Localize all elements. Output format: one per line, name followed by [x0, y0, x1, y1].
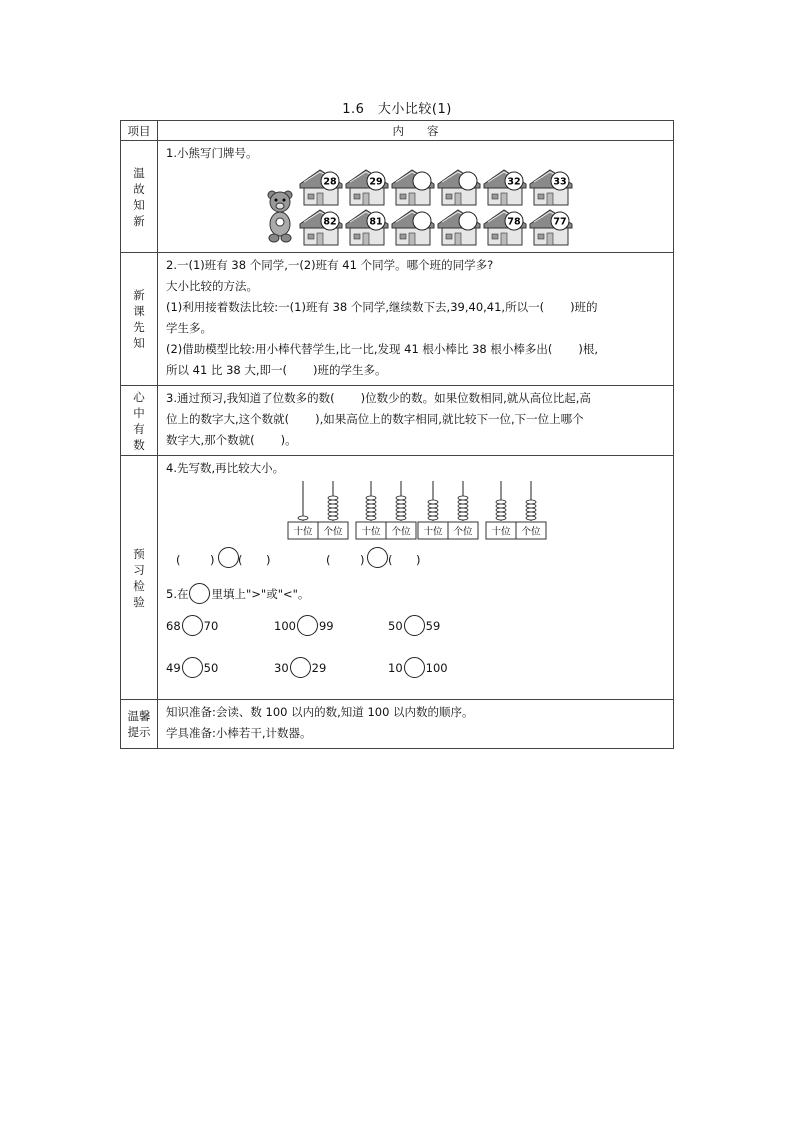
abacus-compare-row: ( ) ( ) ( ) ( ): [166, 547, 667, 577]
compare-pair: [388, 615, 440, 636]
abacus-bead: [428, 512, 438, 516]
house-icon: [436, 168, 482, 206]
abacus-bead: [328, 504, 338, 508]
abacus-bead: [496, 508, 506, 512]
abacus-bead: [396, 500, 406, 504]
compare-pair: [274, 615, 334, 636]
abacus-bead: [526, 504, 536, 508]
house-icon: [390, 208, 436, 246]
compare-row-2: [166, 647, 667, 689]
question-1: 1.小熊写门牌号。: [166, 146, 258, 160]
abacus-diagram: [166, 481, 666, 547]
lesson-table: [120, 120, 674, 749]
abacus-bead: [428, 500, 438, 504]
house-icon: [344, 208, 390, 246]
compare-circle[interactable]: [182, 615, 203, 636]
right-number: 59: [425, 619, 441, 633]
abacus-bead: [496, 512, 506, 516]
abacus-bead: [428, 504, 438, 508]
house-number: 29: [369, 176, 383, 188]
left-number: 50: [388, 619, 403, 633]
header-item: 项目: [121, 121, 158, 141]
section-summary: 心 中 有 数 3.通过预习,我知道了位数多的数( )位数少的数。如果位数相同,就从高位比起,高 位上的数字大,这个数就( ),如果高位上的数字相同,就比较下一位,下一位上哪个 数字大,那个数就( )。: [121, 386, 674, 456]
house-number: 77: [553, 216, 567, 228]
label-review: 温 故 知 新: [121, 141, 158, 253]
house-icon: [298, 168, 344, 206]
section-review: [121, 141, 674, 253]
abacus-bead: [396, 512, 406, 516]
abacus-bead: [328, 512, 338, 516]
method-1: (1)利用接着数法比较:一(1)班有 38 个同学,继续数下去,39,40,41,所以一( )班的: [166, 300, 598, 314]
house-number: 81: [369, 216, 383, 228]
abacus-bead: [458, 504, 468, 508]
abacus-unit: [486, 481, 546, 539]
abacus-bead: [458, 508, 468, 512]
abacus-bead: [458, 496, 468, 500]
abacus-bead: [428, 508, 438, 512]
place-value-label: 十位: [293, 526, 313, 538]
compare-circle[interactable]: [404, 657, 425, 678]
abacus-bead: [526, 500, 536, 504]
abacus-bead: [366, 516, 376, 520]
left-number: 100: [274, 619, 296, 633]
question-4: 4.先写数,再比较大小。: [166, 461, 285, 475]
abacus-bead: [396, 496, 406, 500]
compare-pair: [274, 657, 326, 678]
tip-tools: 学具准备:小棒若干,计数器。: [166, 726, 312, 740]
house-icon: [482, 168, 528, 206]
label-tips: 温馨 提示: [121, 700, 158, 749]
abacus-bead: [396, 508, 406, 512]
abacus-bead: [496, 516, 506, 520]
place-value-label: 个位: [391, 526, 411, 538]
place-value-label: 十位: [423, 526, 443, 538]
house-icon: [390, 168, 436, 206]
left-number: 10: [388, 661, 403, 675]
abacus-bead: [366, 504, 376, 508]
right-number: 50: [203, 661, 219, 675]
place-value-label: 个位: [323, 526, 343, 538]
compare-circle[interactable]: [182, 657, 203, 678]
abacus-bead: [458, 500, 468, 504]
abacus-unit: [288, 481, 348, 539]
house-number: 28: [323, 176, 337, 188]
header-row: [121, 121, 674, 141]
abacus-unit: [356, 481, 416, 539]
right-number: 99: [318, 619, 334, 633]
method-2: (2)借助模型比较:用小棒代替学生,比一比,发现 41 根小棒比 38 根小棒多出( )根,: [166, 342, 599, 356]
label-summary: 心 中 有 数: [121, 386, 158, 456]
house-number: 78: [507, 216, 521, 228]
compare-pair: [166, 615, 218, 636]
abacus-figure: [166, 481, 667, 547]
abacus-bead: [366, 512, 376, 516]
compare-circle[interactable]: [404, 615, 425, 636]
place-value-label: 个位: [521, 526, 541, 538]
abacus-bead: [396, 516, 406, 520]
right-number: 100: [425, 661, 448, 675]
abacus-bead: [366, 496, 376, 500]
compare-circle[interactable]: [367, 547, 388, 568]
abacus-bead: [428, 516, 438, 520]
abacus-bead: [396, 504, 406, 508]
question-3: 3.通过预习,我知道了位数多的数( )位数少的数。如果位数相同,就从高位比起,高: [166, 391, 591, 405]
house-icon: [482, 208, 528, 246]
abacus-bead: [496, 500, 506, 504]
compare-circle[interactable]: [218, 547, 239, 568]
abacus-bead: [328, 516, 338, 520]
question-5: 5.在 里填上">"或"<"。: [166, 583, 667, 605]
house-number: 82: [323, 216, 337, 228]
tip-knowledge: 知识准备:会读、数 100 以内的数,知道 100 以内数的顺序。: [166, 705, 474, 719]
bear-icon: [266, 188, 294, 244]
page-title: 1.6 大小比较(1): [342, 102, 452, 117]
abacus-bead: [496, 504, 506, 508]
house-number: 33: [553, 176, 567, 188]
house-icon: [528, 168, 574, 206]
compare-circle[interactable]: [290, 657, 311, 678]
abacus-bead: [328, 500, 338, 504]
abacus-bead: [526, 508, 536, 512]
abacus-bead: [526, 512, 536, 516]
abacus-bead: [458, 516, 468, 520]
compare-pair: [388, 657, 448, 678]
house-number-figure: [166, 168, 667, 248]
circle-icon: [189, 583, 210, 604]
section-new-lesson: 新 课 先 知 2.一(1)班有 38 个同学,一(2)班有 41 个同学。哪个班的同学多? 大小比较的方法。 (1)利用接着数法比较:一(1)班有 38 个同学,继续数下去,39,40,41,所以一( )班的 学生多。 (2)借助模型比较:用小棒代替学生,比一比,发现 41 根小棒比 38 根小棒多出( )根, 所以 41 比 38 大,即一( )班的学生多。: [121, 253, 674, 386]
abacus-bead: [366, 500, 376, 504]
place-value-label: 十位: [361, 526, 381, 538]
left-number: 30: [274, 661, 289, 675]
label-practice: 预 习 检 验: [121, 456, 158, 700]
left-number: 49: [166, 661, 181, 675]
method-heading: 大小比较的方法。: [166, 279, 258, 293]
left-number: 68: [166, 619, 181, 633]
compare-row-1: [166, 605, 667, 647]
compare-circle[interactable]: [297, 615, 318, 636]
place-value-label: 个位: [453, 526, 473, 538]
house-icon: [298, 208, 344, 246]
house-number: 32: [507, 176, 521, 188]
abacus-bead: [458, 512, 468, 516]
abacus-bead: [298, 516, 308, 520]
abacus-bead: [328, 508, 338, 512]
right-number: 70: [203, 619, 219, 633]
question-2: 2.一(1)班有 38 个同学,一(2)班有 41 个同学。哪个班的同学多?: [166, 258, 494, 272]
house-icon: [436, 208, 482, 246]
abacus-bead: [366, 508, 376, 512]
section-practice: [121, 456, 674, 700]
house-icon: [528, 208, 574, 246]
house-icon: [344, 168, 390, 206]
header-content: 内 容: [158, 121, 674, 141]
label-new-lesson: 新 课 先 知: [121, 253, 158, 386]
abacus-bead: [328, 496, 338, 500]
compare-pair: [166, 657, 218, 678]
place-value-label: 十位: [491, 526, 511, 538]
right-number: 29: [311, 661, 327, 675]
abacus-bead: [526, 516, 536, 520]
section-tips: [121, 700, 674, 749]
abacus-unit: [418, 481, 478, 539]
